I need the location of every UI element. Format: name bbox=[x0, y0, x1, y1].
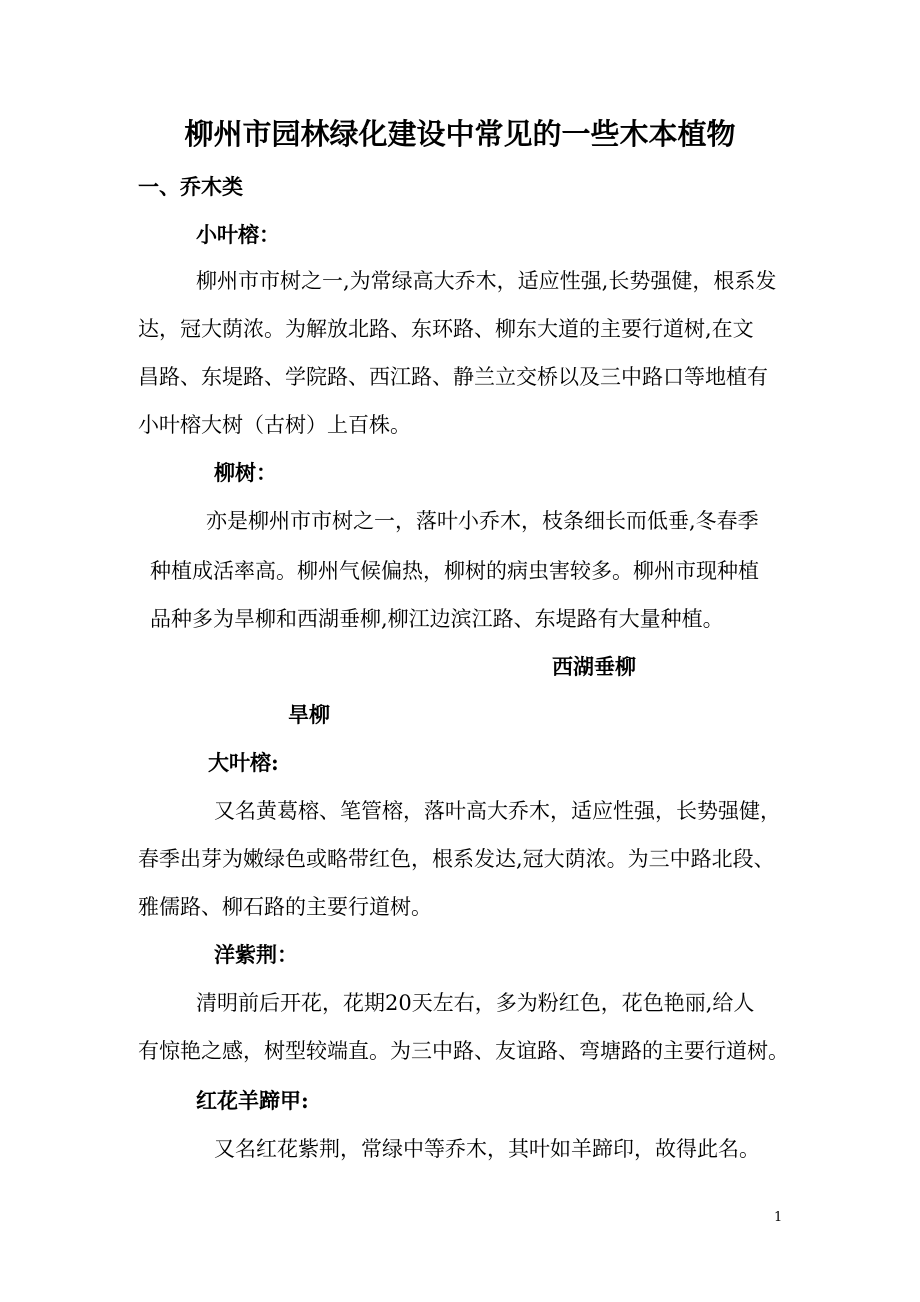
paragraph-line: 种植成活率高。柳州气候偏热，柳树的病虫害较多。柳州市现种植 bbox=[150, 559, 759, 583]
section-heading-trees: 一、乔木类 bbox=[138, 174, 243, 199]
paragraph-line: 又名红花紫荆，常绿中等乔木，其叶如羊蹄印，故得此名。 bbox=[214, 1137, 760, 1161]
image-caption-xihu-chuiliu: 西湖垂柳 bbox=[552, 654, 636, 679]
paragraph-line: 达，冠大荫浓。为解放北路、东环路、柳东大道的主要行道树,在文 bbox=[138, 317, 754, 341]
entry-heading-yangzijing: 洋紫荆： bbox=[214, 942, 298, 967]
entry-heading-honghua-yangtijia: 红花羊蹄甲: bbox=[196, 1088, 309, 1113]
entry-heading-liushu: 柳树： bbox=[214, 460, 277, 485]
paragraph-line: 昌路、东堤路、学院路、西江路、静兰立交桥以及三中路口等地植有 bbox=[138, 365, 768, 389]
entry-heading-dayerong: 大叶榕: bbox=[208, 750, 279, 775]
paragraph-line: 有惊艳之感，树型较端直。为三中路、友谊路、弯塘路的主要行道树。 bbox=[138, 1039, 789, 1063]
paragraph-line: 柳州市市树之一,为常绿高大乔木，适应性强,长势强健，根系发 bbox=[196, 269, 777, 293]
paragraph-line: 雅儒路、柳石路的主要行道树。 bbox=[138, 895, 432, 919]
paragraph-line: 春季出芽为嫩绿色或略带红色，根系发达,冠大荫浓。为三中路北段、 bbox=[138, 847, 775, 871]
document-title: 柳州市园林绿化建设中常见的一些木本植物 bbox=[184, 117, 736, 151]
paragraph-line: 又名黄葛榕、笔管榕，落叶高大乔木，适应性强，长势强健， bbox=[214, 799, 781, 823]
image-caption-hanliu: 旱柳 bbox=[288, 702, 330, 727]
page-number: 1 bbox=[774, 1210, 783, 1225]
paragraph-line: 小叶榕大树（古树）上百株。 bbox=[138, 413, 411, 437]
paragraph-line: 品种多为旱柳和西湖垂柳,柳江边滨江路、东堤路有大量种植。 bbox=[150, 607, 724, 631]
paragraph-line: 清明前后开花，花期20天左右，多为粉红色，花色艳丽,给人 bbox=[196, 991, 755, 1015]
paragraph-line: 亦是柳州市市树之一，落叶小乔木，枝条细长而低垂,冬春季 bbox=[206, 509, 759, 533]
entry-heading-xiaoyerong: 小叶榕： bbox=[196, 222, 280, 247]
